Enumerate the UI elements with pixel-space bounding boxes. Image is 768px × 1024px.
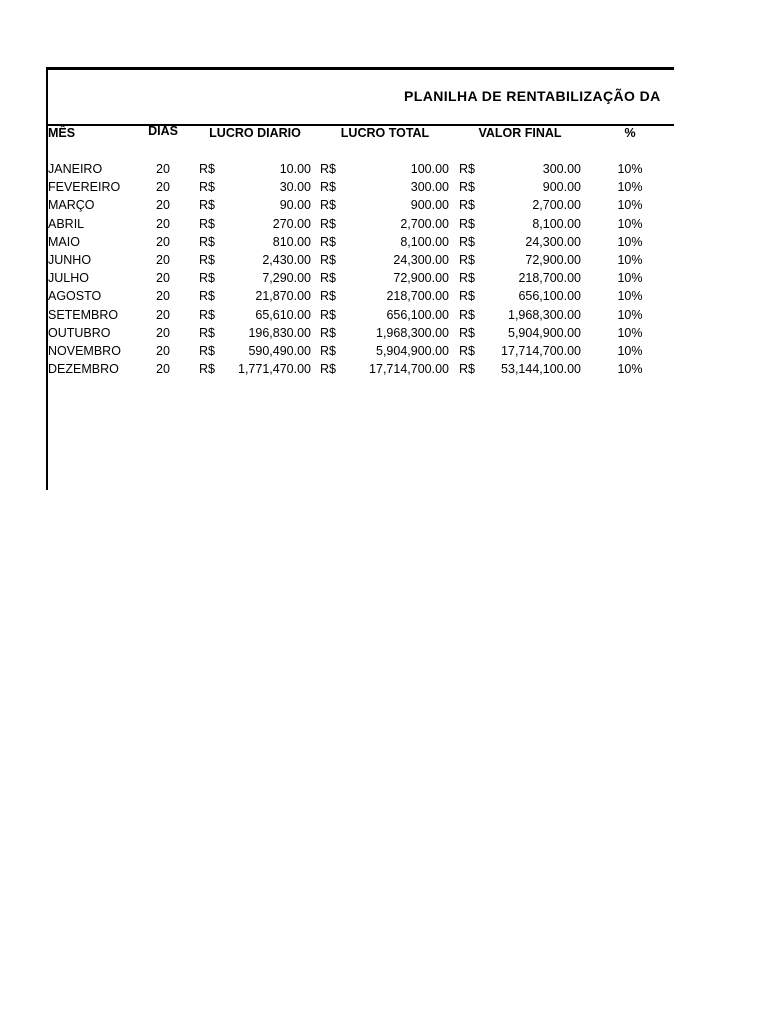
cell-lucro-diario: 270.00 [272, 217, 311, 231]
cell-currency-final: R$ [459, 362, 475, 376]
cell-currency-final: R$ [459, 198, 475, 212]
cell-currency-total: R$ [320, 253, 336, 267]
sheet-title: PLANILHA DE RENTABILIZAÇÃO DA [404, 88, 661, 104]
cell-percent: 10% [617, 217, 643, 231]
cell-lucro-total: 17,714,700.00 [369, 362, 449, 376]
cell-dias: 20 [156, 344, 170, 358]
cell-valor-final: 656,100.00 [518, 289, 581, 303]
cell-currency-final: R$ [459, 326, 475, 340]
cell-lucro-total: 300.00 [410, 180, 449, 194]
cell-valor-final: 300.00 [542, 162, 581, 176]
cell-valor-final: 53,144,100.00 [501, 362, 581, 376]
cell-lucro-total: 1,968,300.00 [376, 326, 449, 340]
cell-currency-final: R$ [459, 253, 475, 267]
cell-lucro-total: 218,700.00 [386, 289, 449, 303]
cell-lucro-total: 8,100.00 [400, 235, 449, 249]
cell-valor-final: 1,968,300.00 [508, 308, 581, 322]
cell-percent: 10% [617, 344, 643, 358]
cell-lucro-diario: 90.00 [279, 198, 311, 212]
cell-currency-total: R$ [320, 308, 336, 322]
cell-lucro-diario: 1,771,470.00 [238, 362, 311, 376]
cell-lucro-total: 24,300.00 [393, 253, 449, 267]
cell-mes: JULHO [48, 271, 89, 285]
cell-mes: AGOSTO [48, 289, 102, 303]
cell-valor-final: 218,700.00 [518, 271, 581, 285]
cell-currency-diario: R$ [199, 362, 215, 376]
cell-percent: 10% [617, 271, 643, 285]
cell-currency-diario: R$ [199, 235, 215, 249]
cell-dias: 20 [156, 235, 170, 249]
cell-mes: NOVEMBRO [48, 344, 121, 358]
cell-percent: 10% [617, 180, 643, 194]
cell-lucro-total: 656,100.00 [386, 308, 449, 322]
cell-lucro-total: 5,904,900.00 [376, 344, 449, 358]
cell-currency-final: R$ [459, 308, 475, 322]
cell-lucro-diario: 7,290.00 [262, 271, 311, 285]
cell-currency-final: R$ [459, 289, 475, 303]
header-valor-final: VALOR FINAL [478, 126, 562, 140]
cell-lucro-diario: 590,490.00 [248, 344, 311, 358]
cell-percent: 10% [617, 362, 643, 376]
cell-currency-diario: R$ [199, 289, 215, 303]
cell-mes: DEZEMBRO [48, 362, 119, 376]
cell-valor-final: 2,700.00 [532, 198, 581, 212]
cell-valor-final: 900.00 [542, 180, 581, 194]
cell-mes: SETEMBRO [48, 308, 119, 322]
cell-valor-final: 72,900.00 [525, 253, 581, 267]
cell-currency-diario: R$ [199, 198, 215, 212]
cell-mes: ABRIL [48, 217, 85, 231]
cell-mes: MARÇO [48, 198, 95, 212]
cell-dias: 20 [156, 289, 170, 303]
cell-currency-total: R$ [320, 235, 336, 249]
cell-dias: 20 [156, 253, 170, 267]
cell-currency-final: R$ [459, 162, 475, 176]
cell-percent: 10% [617, 289, 643, 303]
cell-lucro-diario: 10.00 [279, 162, 311, 176]
cell-currency-diario: R$ [199, 271, 215, 285]
cell-currency-diario: R$ [199, 308, 215, 322]
cell-currency-diario: R$ [199, 217, 215, 231]
cell-currency-final: R$ [459, 344, 475, 358]
cell-currency-total: R$ [320, 198, 336, 212]
cell-lucro-total: 900.00 [410, 198, 449, 212]
cell-currency-final: R$ [459, 271, 475, 285]
table-top-border [46, 67, 674, 70]
cell-currency-diario: R$ [199, 180, 215, 194]
cell-lucro-diario: 65,610.00 [255, 308, 311, 322]
cell-dias: 20 [156, 162, 170, 176]
cell-percent: 10% [617, 198, 643, 212]
header-lucro-diario: LUCRO DIARIO [209, 126, 301, 140]
cell-dias: 20 [156, 271, 170, 285]
cell-currency-total: R$ [320, 289, 336, 303]
cell-percent: 10% [617, 162, 643, 176]
cell-mes: FEVEREIRO [48, 180, 121, 194]
cell-dias: 20 [156, 362, 170, 376]
cell-mes: JANEIRO [48, 162, 103, 176]
cell-currency-diario: R$ [199, 162, 215, 176]
cell-currency-diario: R$ [199, 253, 215, 267]
cell-mes: OUTUBRO [48, 326, 111, 340]
cell-currency-total: R$ [320, 271, 336, 285]
cell-lucro-diario: 2,430.00 [262, 253, 311, 267]
cell-dias: 20 [156, 180, 170, 194]
cell-lucro-total: 100.00 [410, 162, 449, 176]
cell-currency-total: R$ [320, 344, 336, 358]
cell-currency-total: R$ [320, 362, 336, 376]
cell-valor-final: 17,714,700.00 [501, 344, 581, 358]
cell-valor-final: 5,904,900.00 [508, 326, 581, 340]
cell-percent: 10% [617, 235, 643, 249]
cell-currency-final: R$ [459, 217, 475, 231]
cell-lucro-diario: 30.00 [279, 180, 311, 194]
cell-currency-diario: R$ [199, 326, 215, 340]
cell-currency-total: R$ [320, 162, 336, 176]
cell-mes: MAIO [48, 235, 80, 249]
cell-lucro-diario: 196,830.00 [248, 326, 311, 340]
cell-dias: 20 [156, 326, 170, 340]
cell-valor-final: 8,100.00 [532, 217, 581, 231]
cell-percent: 10% [617, 308, 643, 322]
header-mes: MÊS [48, 126, 76, 140]
cell-currency-final: R$ [459, 180, 475, 194]
cell-lucro-diario: 810.00 [272, 235, 311, 249]
cell-currency-total: R$ [320, 180, 336, 194]
cell-currency-total: R$ [320, 217, 336, 231]
cell-currency-diario: R$ [199, 344, 215, 358]
cell-lucro-diario: 21,870.00 [255, 289, 311, 303]
cell-valor-final: 24,300.00 [525, 235, 581, 249]
cell-dias: 20 [156, 217, 170, 231]
cell-dias: 20 [156, 198, 170, 212]
cell-dias: 20 [156, 308, 170, 322]
cell-percent: 10% [617, 326, 643, 340]
cell-lucro-total: 72,900.00 [393, 271, 449, 285]
cell-currency-total: R$ [320, 326, 336, 340]
cell-mes: JUNHO [48, 253, 92, 267]
header-lucro-total: LUCRO TOTAL [340, 126, 430, 140]
header-dias: DIAS [148, 124, 178, 138]
cell-percent: 10% [617, 253, 643, 267]
header-percent: % [624, 126, 636, 140]
cell-currency-final: R$ [459, 235, 475, 249]
cell-lucro-total: 2,700.00 [400, 217, 449, 231]
